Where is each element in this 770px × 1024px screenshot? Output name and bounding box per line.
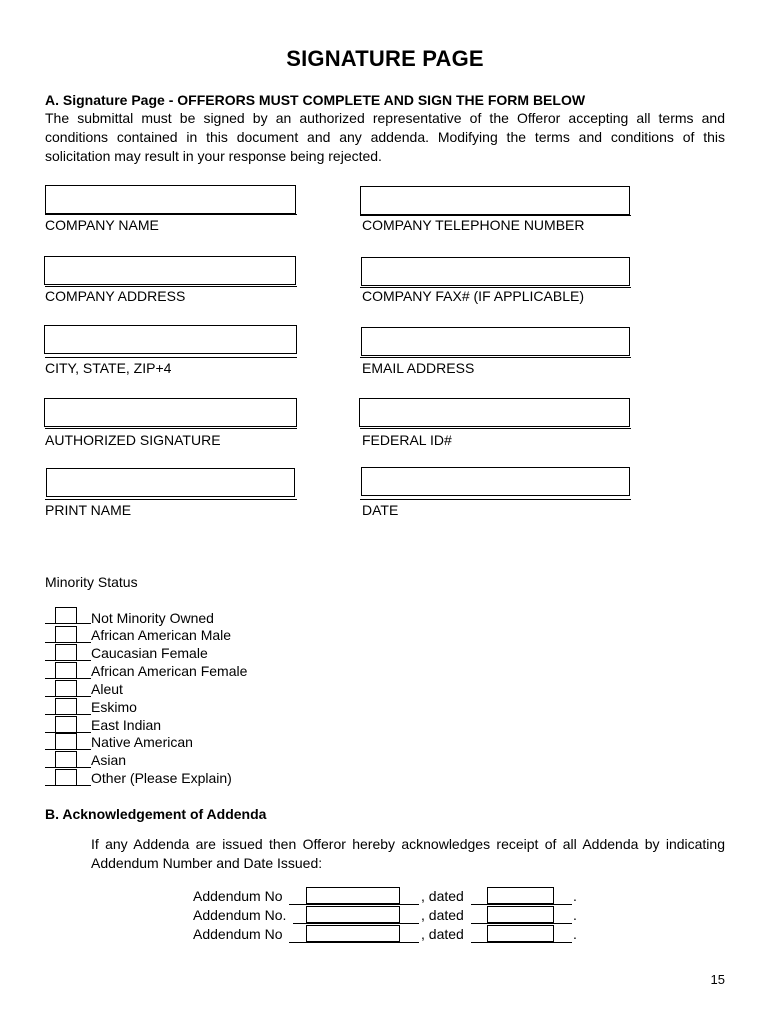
date-box xyxy=(361,467,630,496)
addendum-label: Addendum No. xyxy=(193,907,287,923)
city-state-zip-rule xyxy=(45,357,297,358)
addendum-number-box xyxy=(306,887,400,904)
addendum-date-input[interactable] xyxy=(488,929,553,944)
city-state-zip-input[interactable] xyxy=(45,326,296,353)
minority-option-label: African American Female xyxy=(91,663,248,679)
company-name-input[interactable] xyxy=(46,186,295,213)
print-name-label: PRINT NAME xyxy=(45,502,132,518)
addendum-number-input[interactable] xyxy=(307,929,399,944)
minority-option xyxy=(45,680,345,698)
minority-option xyxy=(45,662,345,680)
company-fax-box xyxy=(361,257,630,286)
minority-checkbox[interactable] xyxy=(55,680,77,697)
addendum-label: Addendum No xyxy=(193,888,283,904)
addendum-dated-label: , dated xyxy=(421,907,464,923)
company-address-label: COMPANY ADDRESS xyxy=(45,288,186,304)
email-address-rule xyxy=(360,357,631,358)
date-rule xyxy=(360,499,631,500)
minority-option xyxy=(45,607,345,625)
federal-id-label: FEDERAL ID# xyxy=(362,432,452,448)
page-title: SIGNATURE PAGE xyxy=(286,46,484,71)
page-number: 15 xyxy=(710,972,725,987)
addendum-date-input[interactable] xyxy=(488,910,553,925)
minority-option xyxy=(45,716,345,734)
date-label: DATE xyxy=(362,502,399,518)
minority-option xyxy=(45,769,345,787)
minority-checkbox[interactable] xyxy=(55,733,77,750)
section-a-heading xyxy=(45,92,585,108)
addendum-period: . xyxy=(573,926,577,942)
section-a-heading-caps: OFFERORS MUST COMPLETE AND SIGN THE FORM BELOW xyxy=(177,92,586,108)
city-state-zip-box xyxy=(44,325,297,354)
addendum-date-input[interactable] xyxy=(488,891,553,906)
print-name-input[interactable] xyxy=(47,469,294,496)
company-address-box xyxy=(44,256,296,285)
city-state-zip-label: CITY, STATE, ZIP+4 xyxy=(45,360,172,376)
company-name-rule xyxy=(45,214,297,215)
addendum-number-input[interactable] xyxy=(307,910,399,925)
minority-option-label: African American Male xyxy=(91,627,232,643)
authorized-signature-box xyxy=(44,398,297,427)
addendum-row xyxy=(193,887,593,906)
minority-checkbox[interactable] xyxy=(55,626,77,643)
company-name-label: COMPANY NAME xyxy=(45,217,159,233)
date-input[interactable] xyxy=(362,468,629,495)
authorized-signature-input[interactable] xyxy=(45,399,296,426)
print-name-box xyxy=(46,468,295,497)
addendum-number-box xyxy=(306,925,400,942)
minority-checkbox[interactable] xyxy=(55,644,77,661)
email-address-label: EMAIL ADDRESS xyxy=(362,360,475,376)
section-a-paragraph: The submittal must be signed by an authorized representative of the Offeror accepting all terms and conditions contained in this document and any addenda. Modifying the terms and conditions of this solicitation may result in your response being rejected. xyxy=(45,110,725,164)
section-b-paragraph: If any Addenda are issued then Offeror hereby acknowledges receipt of all Addenda by indicating Addendum Number and Date Issued: xyxy=(91,836,725,871)
company-address-input[interactable] xyxy=(45,257,295,284)
company-telephone-rule xyxy=(360,215,631,216)
minority-option xyxy=(45,698,345,716)
company-fax-input[interactable] xyxy=(362,258,629,285)
minority-checkbox[interactable] xyxy=(55,607,77,624)
minority-option-label: Asian xyxy=(91,752,127,768)
federal-id-box xyxy=(359,398,630,427)
email-address-input[interactable] xyxy=(362,328,629,355)
addendum-label: Addendum No xyxy=(193,926,283,942)
print-name-rule xyxy=(45,499,297,500)
minority-checkbox[interactable] xyxy=(55,662,77,679)
minority-checkbox[interactable] xyxy=(55,716,77,733)
authorized-signature-rule xyxy=(45,428,297,429)
company-telephone-label: COMPANY TELEPHONE NUMBER xyxy=(362,217,585,233)
minority-checkbox[interactable] xyxy=(55,698,77,715)
minority-option-label: Caucasian Female xyxy=(91,645,208,661)
addendum-dated-label: , dated xyxy=(421,926,464,942)
minority-option xyxy=(45,644,345,662)
minority-option-label: Native American xyxy=(91,734,193,750)
minority-status-heading: Minority Status xyxy=(45,574,138,590)
authorized-signature-label: AUTHORIZED SIGNATURE xyxy=(45,432,221,448)
company-name-box xyxy=(45,185,296,214)
minority-option xyxy=(45,733,345,751)
minority-option xyxy=(45,751,345,769)
addendum-number-input[interactable] xyxy=(307,891,399,906)
company-fax-label: COMPANY FAX# (IF APPLICABLE) xyxy=(362,288,584,304)
minority-option-label: Other (Please Explain) xyxy=(91,770,232,786)
federal-id-input[interactable] xyxy=(360,399,629,426)
minority-option-label: Eskimo xyxy=(91,699,137,715)
addendum-date-box xyxy=(487,925,554,942)
minority-option xyxy=(45,626,345,644)
minority-checkbox[interactable] xyxy=(55,769,77,786)
addendum-date-box xyxy=(487,906,554,923)
minority-option-label: East Indian xyxy=(91,717,162,733)
addendum-dated-label: , dated xyxy=(421,888,464,904)
addendum-date-box xyxy=(487,887,554,904)
company-telephone-input[interactable] xyxy=(361,187,629,214)
company-telephone-box xyxy=(360,186,630,215)
minority-option-label: Not Minority Owned xyxy=(91,610,214,626)
section-b-heading: B. Acknowledgement of Addenda xyxy=(45,806,267,822)
company-address-rule xyxy=(45,286,297,287)
email-address-box xyxy=(361,327,630,356)
addendum-number-box xyxy=(306,906,400,923)
section-a-heading-prefix: A. Signature Page - xyxy=(45,92,178,108)
minority-checkbox[interactable] xyxy=(55,751,77,768)
minority-option-label: Aleut xyxy=(91,681,123,697)
addendum-row xyxy=(193,925,593,944)
addendum-period: . xyxy=(573,888,577,904)
federal-id-rule xyxy=(360,428,631,429)
addendum-period: . xyxy=(573,907,577,923)
addendum-row xyxy=(193,906,593,925)
